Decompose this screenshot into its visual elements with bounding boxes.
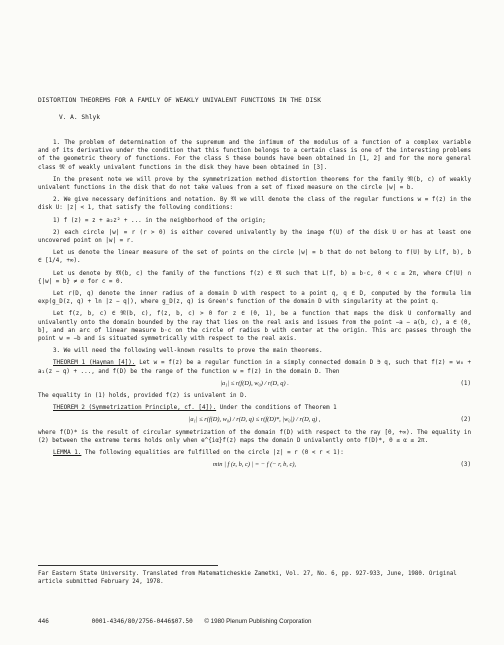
- paper-title: DISTORTION THEOREMS FOR A FAMILY OF WEAKLY UNIVALENT FUNCTIONS IN THE DISK: [38, 97, 322, 104]
- paragraph-family: Let us denote by 𝔐(b, c) the family of the functions f(z) ∈ 𝔐 such that L(f, b) ≥ b·c, 0 < c ≤ 2π, where Cf(U) ∩ {|w| = b} ≠ ∅ for c = 0.: [38, 270, 471, 285]
- lemma-1-text: The following equalities are fulfilled on the circle |z| = r (0 < r < 1):: [84, 450, 344, 457]
- lemma-1: [38, 449, 471, 457]
- footnote-rule: [38, 565, 218, 566]
- theorem-2-text: Under the conditions of Theorem 1: [219, 405, 337, 412]
- equation-3: [38, 461, 471, 469]
- theorem-1-text: Let w = f(z) be a regular function in a simply connected domain D ∋ q, such that f(z) = w₀ + a₁(z − q) + ..., and f(D) be the range of the function w = f(z) in the domain D. Then: [38, 360, 472, 375]
- paragraph-aim: In the present note we will prove by the symmetrization method distortion theorems for the family 𝔐(b, c) of weakly univalent functions in the disk that do not take values from a set of fixed measure on the circle |w| = b.: [38, 176, 471, 192]
- page-footer: [38, 618, 471, 626]
- equation-1: [38, 380, 471, 388]
- paragraph-definitions: 2. We give necessary definitions and notation. By 𝔐 we will denote the class of the regular functions w = f(z) in the disk U: |z| < 1, that satisfy the following conditions:: [38, 197, 471, 212]
- paragraph-known-results: 3. We will need the following well-known results to prove the main theorems.: [53, 348, 323, 355]
- equation-3-number: (3): [460, 462, 471, 469]
- page-number: 446: [38, 618, 49, 625]
- paragraph-symmetrization: where f(D)* is the result of circular symmetrization of the domain f(D) with respect to the ray [0, +∞). The equality in (2) between the extreme terms holds only when e^{iα}f(z) maps the domain D univalently onto f(D)*, 0 ≤ α ≤ 2π.: [38, 429, 471, 444]
- paragraph-inner-radius: Let r(D, q) denote the inner radius of a domain D with respect to a point q, q ∈ D, computed by the formula lim exp(g_D(z, q) + ln |z − q|), where g_D(z, q) is Green's function of the domain D with singularity at the point q.: [38, 291, 471, 306]
- equation-2-number: (2): [460, 417, 471, 424]
- equation-2-body: |a₁| ≤ r(f(D), w₀) / r(D, q) ≤ r(f(D)*, |w₀|) / r(D, q) ,: [188, 416, 321, 424]
- equation-1-number: (1): [460, 380, 471, 387]
- equation-1-body: |a₁| ≤ r(f(D), w₀) / r(D, q) .: [220, 379, 289, 387]
- paragraph-intro: 1. The problem of determination of the supremum and the infimum of the modulus of a function of a complex variable and of its derivative under the condition that this function belongs to a certain class is one of the interesting problems of the geometric theory of functions. For the class S these bounds have been obtained in [1, 2] and for the more general class 𝔐 of weakly univalent functions in the disk they have been obtained in [3].: [38, 140, 471, 171]
- condition-2: 2) each circle |w| = r (r > 0) is either covered univalently by the image f(U) of the disk U or has at least one uncovered point on |w| = r.: [38, 229, 471, 245]
- condition-1: 1) f (z) = z + a₂z² + ... in the neighborhood of the origin;: [53, 217, 266, 224]
- theorem-2: [38, 404, 471, 412]
- footnote: Far Eastern State University. Translated from Matematicheskie Zametki, Vol. 27, No. 6, pp. 927-933, June, 1980. Original article submitted February 24, 1978.: [38, 571, 457, 585]
- theorem-2-label: THEOREM 2 (Symmetrization Principle, cf. [4]).: [53, 405, 217, 412]
- lemma-1-label: LEMMA 1.: [53, 450, 82, 457]
- paragraph-equality-1: The equality in (1) holds, provided f(z) is univalent in D.: [38, 393, 248, 400]
- paper-body: [38, 139, 471, 474]
- theorem-1: [38, 359, 471, 375]
- author: V. A. Shlyk: [59, 114, 100, 121]
- theorem-1-label: THEOREM 1 (Hayman [4]).: [53, 360, 136, 367]
- paragraph-measure: Let us denote the linear measure of the set of points on the circle |w| = b that do not belong to f(U) by L(f, b), b ∈ [1/4, +∞).: [38, 250, 471, 265]
- equation-3-body: min | f (z, b, c) | = − f (− r, b, c),: [212, 461, 297, 469]
- paragraph-extremal-function: Let f(z, b, c) ∈ 𝔐(b, c), f(z, b, c) > 0 for z ∈ (0, 1), be a function that maps the disk U conformally and univalently onto the domain bounded by the ray that lies on the real axis and issues from the point −a − a(b, c), a ∈ (0, b], and an arc of linear measure b·c on the circle of radius b with center at the origin. This arc passes through the point w = −b and is situated symmetrically with respect to the real axis.: [38, 311, 471, 343]
- article-code: 0001-4346/80/2756-0446$07.50: [91, 618, 193, 625]
- equation-2: [38, 416, 471, 424]
- copyright: © 1980 Plenum Publishing Corporation: [204, 618, 312, 625]
